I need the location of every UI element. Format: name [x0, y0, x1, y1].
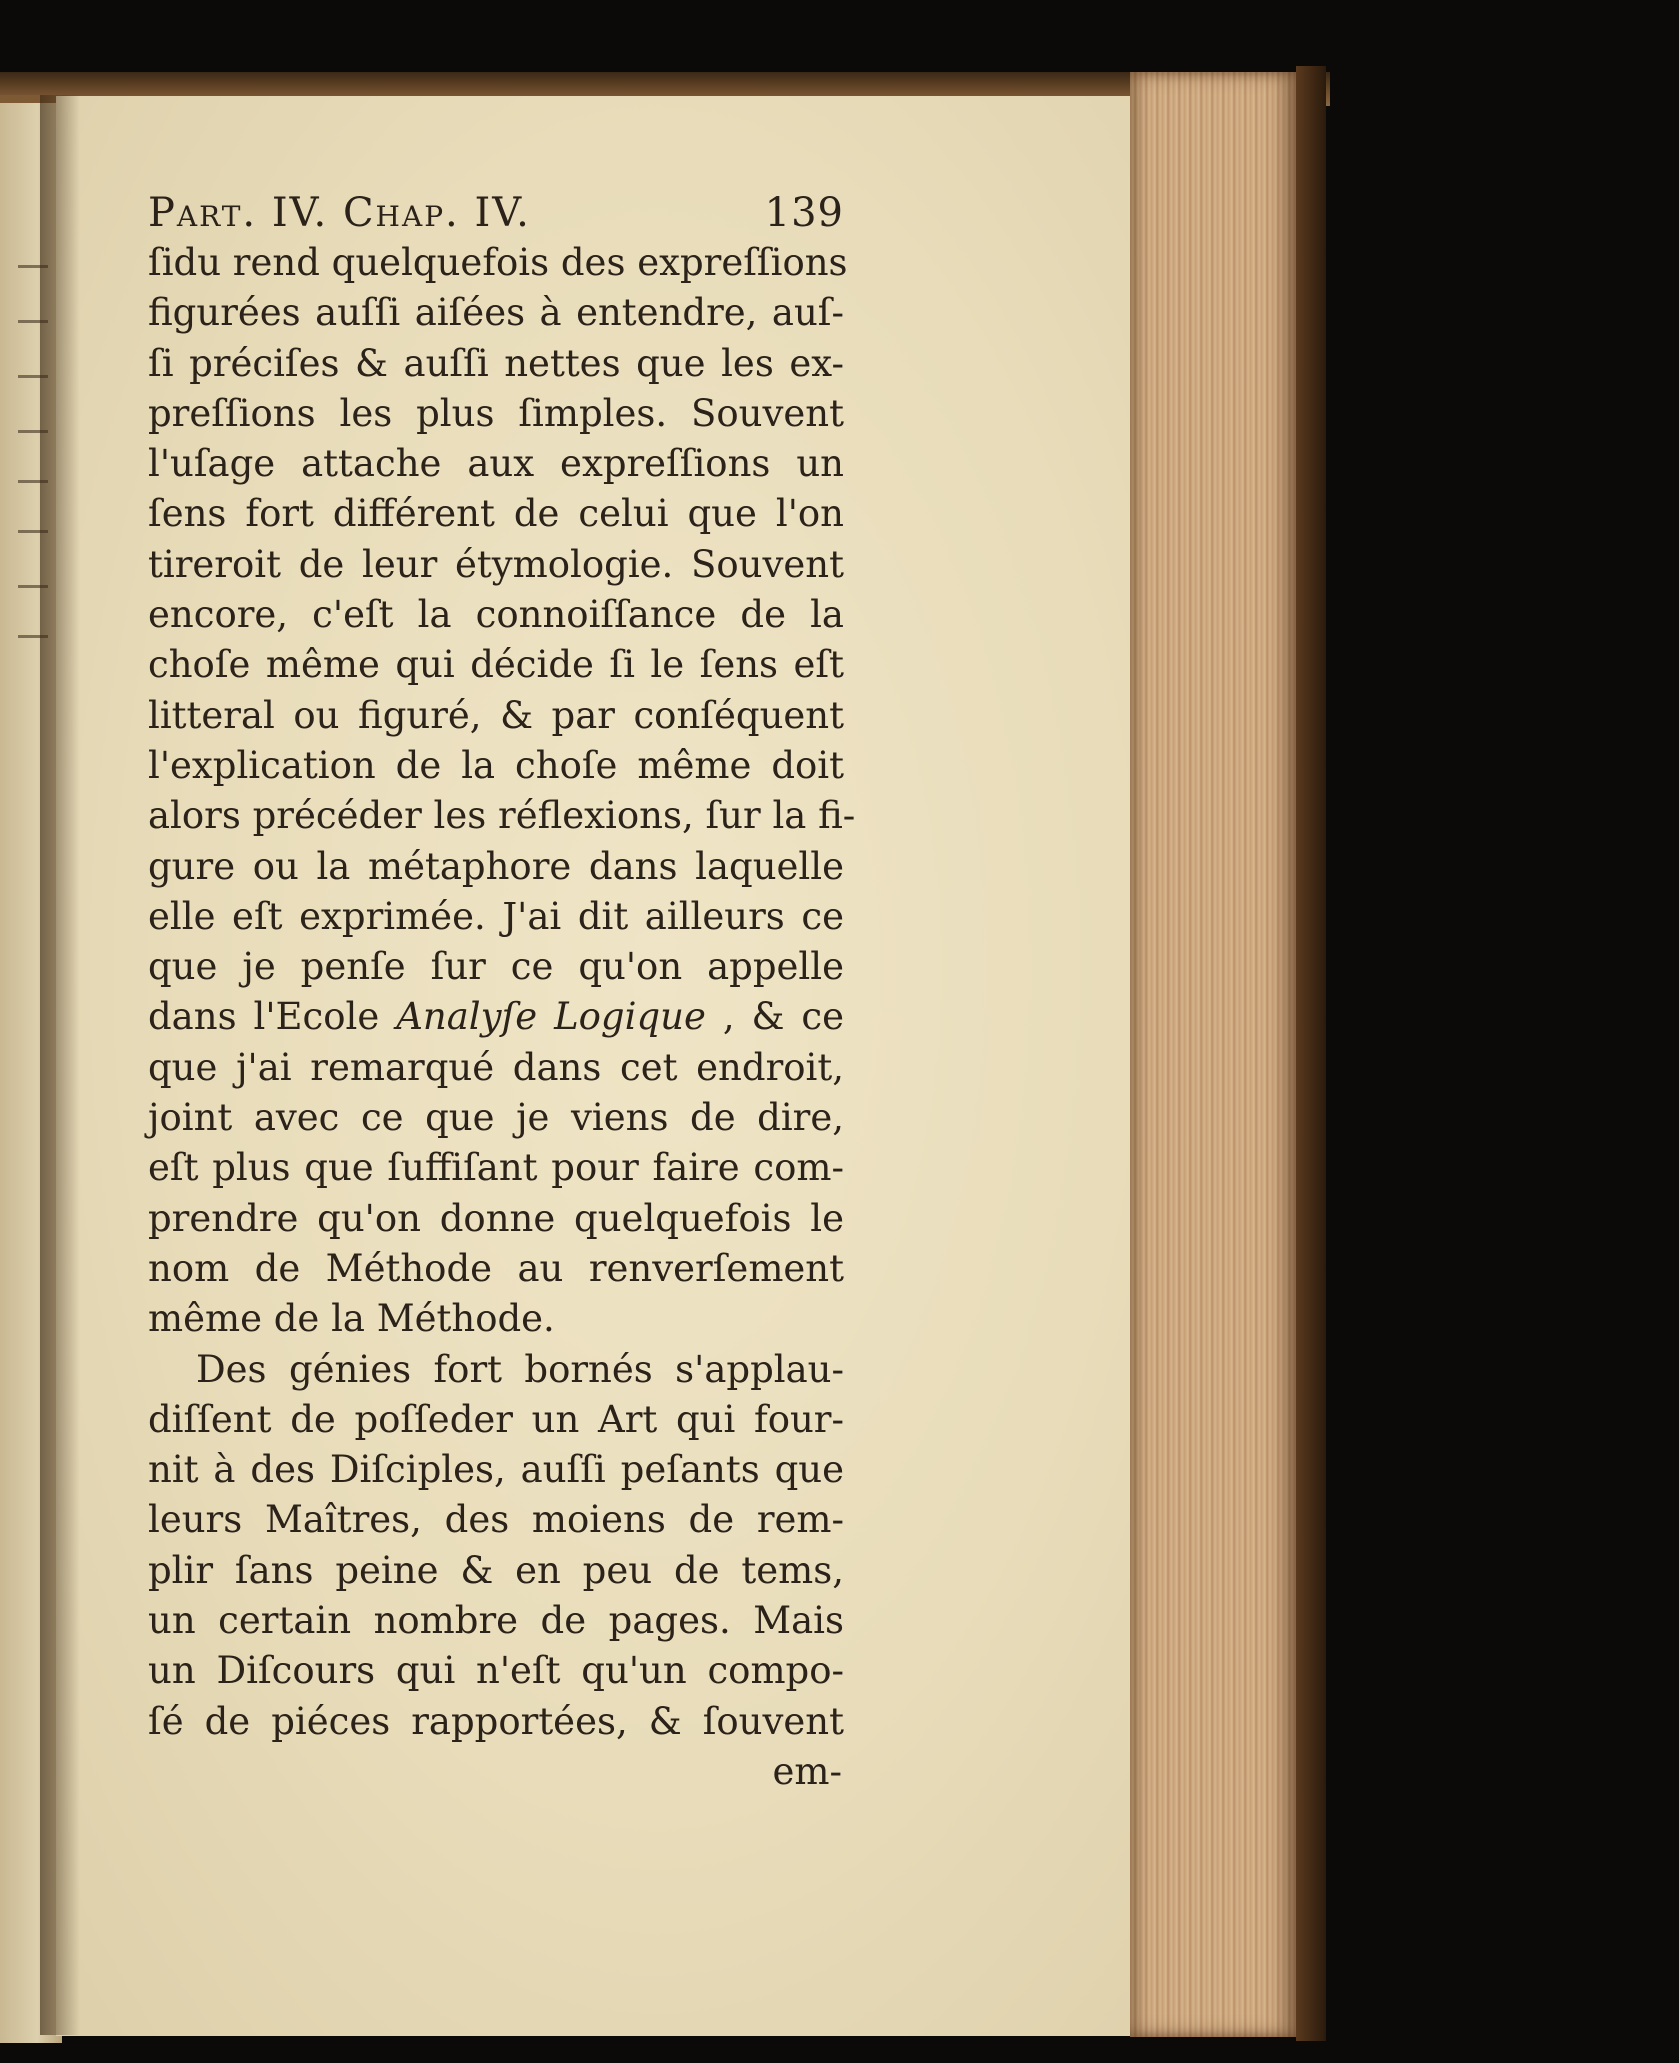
text-line: prendre qu'on donne quelquefois le — [148, 1196, 844, 1240]
catchword: em- — [772, 1749, 842, 1793]
italic-term: Analyſe Logique — [396, 995, 706, 1039]
text-line: ſidu rend quelquefois des expreſſions — [148, 241, 848, 284]
text-line: eſt plus que ſuffiſant pour faire com- — [148, 1146, 844, 1190]
page-text-block — [148, 188, 856, 1797]
text-fragment: , & ce — [722, 995, 845, 1039]
text-line: alors précéder les réflexions, ſur la fi- — [148, 794, 856, 838]
text-line: tireroit de leur étymologie. Souvent — [148, 542, 844, 586]
text-line: diſſent de poſſeder un Art qui four- — [148, 1397, 844, 1441]
text-line: même de la Méthode. — [148, 1297, 555, 1341]
book-binding-edge — [1296, 66, 1326, 2041]
text-line: preſſions les plus ſimples. Souvent — [148, 391, 844, 435]
running-title: Part. IV. Chap. IV. — [148, 190, 531, 236]
text-line-with-italic — [148, 992, 844, 1042]
text-line: que j'ai remarqué dans cet endroit, — [148, 1045, 844, 1089]
gutter-shadow — [40, 95, 80, 2035]
text-line: l'explication de la choſe même doit — [148, 743, 844, 787]
text-line: ſi préciſes & auſſi nettes que les ex- — [148, 341, 844, 385]
text-line: encore, c'eſt la connoiſſance de la — [148, 593, 844, 637]
text-line: figurées auſſi aiſées à entendre, auſ- — [148, 291, 844, 335]
text-line: nom de Méthode au renverſement — [148, 1246, 844, 1290]
text-line: Des génies fort bornés s'applau- — [196, 1347, 844, 1391]
text-fragment: dans l'Ecole — [148, 995, 380, 1039]
running-header — [148, 188, 844, 238]
text-line: joint avec ce que je viens de dire, — [148, 1096, 844, 1140]
text-line: l'uſage attache aux expreſſions un — [148, 442, 844, 486]
paragraph-2 — [148, 1345, 844, 1747]
text-line: choſe même qui décide ſi le ſens eſt — [148, 643, 844, 687]
text-line: que je penſe ſur ce qu'on appelle — [148, 945, 844, 989]
text-line: litteral ou figuré, & par conſéquent — [148, 693, 844, 737]
text-line: ſens fort différent de celui que l'on — [148, 492, 844, 536]
text-line: un Diſcours qui n'eſt qu'un compo- — [148, 1649, 844, 1693]
text-line: nit à des Diſciples, auſſi peſants que — [148, 1448, 844, 1492]
text-line: elle eſt exprimée. J'ai dit ailleurs ce — [148, 894, 844, 938]
page-fore-edge — [1130, 72, 1300, 2037]
paragraph-1 — [148, 238, 856, 1345]
text-line: ſé de piéces rapportées, & ſouvent — [148, 1699, 844, 1743]
text-line: plir ſans peine & en peu de tems, — [148, 1548, 844, 1592]
page-number: 139 — [764, 190, 844, 236]
text-line: gure ou la métaphore dans laquelle — [148, 844, 844, 888]
text-line: un certain nombre de pages. Mais — [148, 1599, 844, 1643]
text-line: leurs Maîtres, des moiens de rem- — [148, 1498, 844, 1542]
